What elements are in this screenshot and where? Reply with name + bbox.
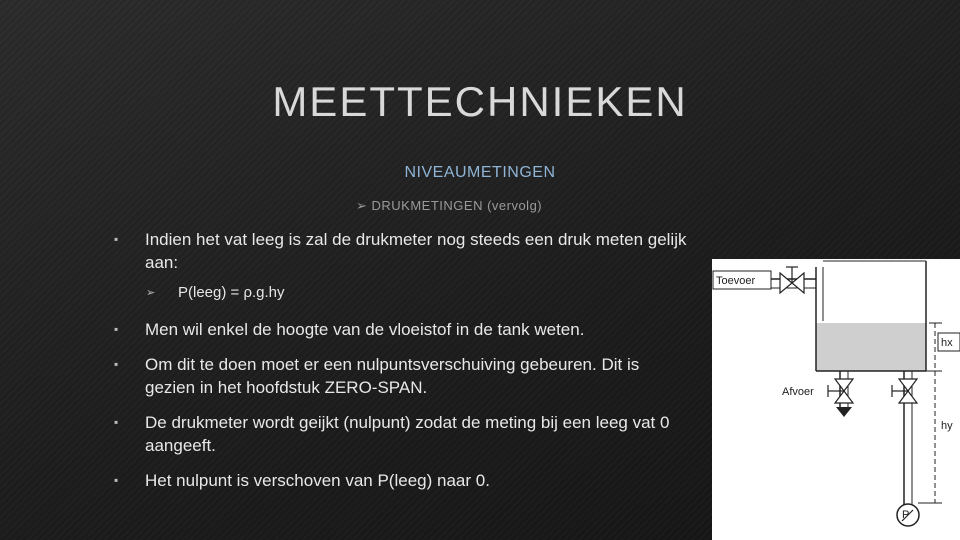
bullet-item — [112, 228, 692, 274]
bullet-item — [112, 411, 692, 457]
slide-subsubtitle: ➢ DRUKMETINGEN (vervolg) — [356, 198, 543, 213]
tank-diagram-svg — [712, 259, 960, 540]
tank-liquid — [816, 323, 926, 371]
slide-subtitle: NIVEAUMETINGEN — [404, 164, 556, 181]
outlet-valve-icon — [828, 379, 853, 403]
outlet-arrow-icon — [836, 407, 852, 417]
bullet-marker: ▪ — [114, 357, 119, 371]
bullet-marker: ▪ — [114, 473, 119, 487]
hy-label: hy — [941, 420, 953, 432]
bullet-text: Om dit te doen moet er een nulpuntsverschuiving gebeuren. Dit is gezien in het hoofdstuk ZERO-SPAN. — [145, 355, 640, 397]
hx-label: hx — [941, 337, 953, 349]
outlet-label: Afvoer — [782, 386, 814, 398]
bullet-text: Men wil enkel de hoogte van de vloeistof in de tank weten. — [145, 320, 585, 339]
bullet-item — [112, 318, 692, 341]
bullet-marker: ▪ — [114, 415, 119, 429]
bullet-item — [112, 469, 692, 492]
subbullet-text: P(leeg) = ρ.g.hy — [178, 284, 285, 301]
gauge-label: P — [902, 509, 910, 521]
inlet-label: Toevoer — [716, 275, 756, 287]
slide-title: MEETTECHNIEKEN — [272, 78, 688, 125]
bullet-text: Het nulpunt is verschoven van P(leeg) naar 0. — [145, 471, 490, 490]
bullet-text: De drukmeter wordt geijkt (nulpunt) zodat de meting bij een leeg vat 0 aangeeft. — [145, 413, 670, 455]
subbullet-marker: ➢ — [146, 287, 156, 299]
bullet-text: Indien het vat leeg is zal de drukmeter nog steeds een druk meten gelijk aan: — [145, 230, 687, 272]
gauge-valve-icon — [892, 379, 917, 403]
bullet-marker: ▪ — [114, 232, 119, 246]
bullet-item — [112, 353, 692, 399]
bullet-marker: ▪ — [114, 322, 119, 336]
subbullet-item — [112, 282, 692, 304]
bullet-list — [112, 228, 692, 504]
tank-diagram — [712, 259, 960, 540]
inlet-valve-icon — [780, 267, 804, 293]
